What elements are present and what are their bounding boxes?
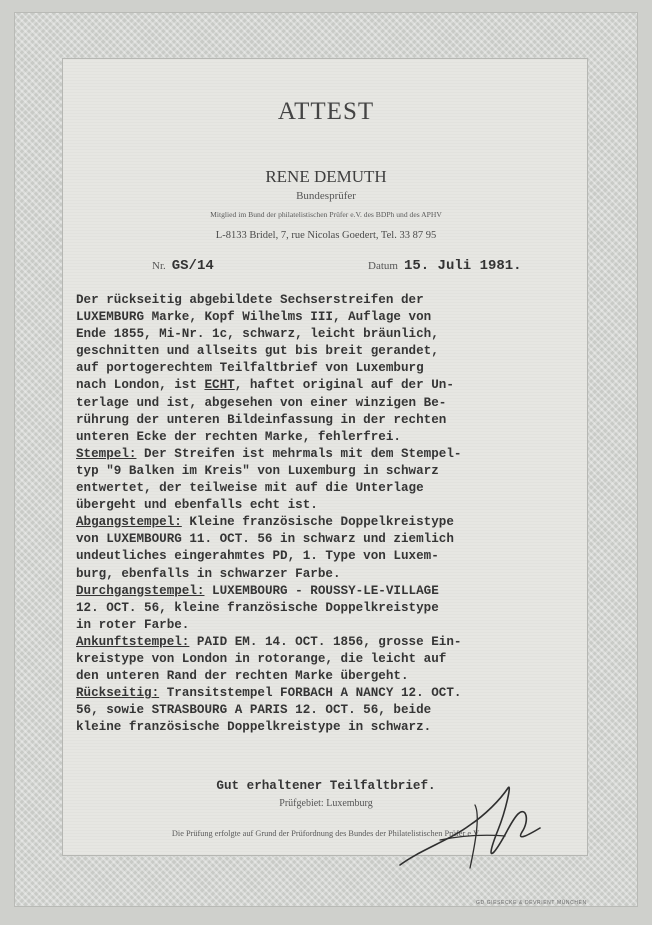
examination-area: Prüfgebiet: Luxemburg — [279, 798, 373, 809]
underlined-heading: Stempel: — [76, 446, 137, 461]
document-title: ATTEST — [277, 98, 375, 125]
body-text-segment: undeutliches eingerahmtes PD, 1. Type von Luxem- — [76, 549, 439, 564]
nr-value: GS/14 — [171, 258, 214, 274]
body-line — [76, 446, 596, 463]
body-line — [76, 548, 596, 565]
body-line — [76, 463, 596, 480]
body-text-segment: typ "9 Balken im Kreis" von Luxemburg in schwarz — [76, 463, 439, 478]
underlined-heading: Ankunftstempel: — [76, 634, 190, 649]
reference-number — [152, 258, 214, 274]
body-line — [76, 600, 596, 617]
body-line — [76, 668, 596, 685]
closing-statement: Gut erhaltener Teilfaltbrief. — [216, 779, 436, 793]
body-line — [76, 497, 596, 514]
body-line — [76, 343, 596, 360]
body-text-segment: Transitstempel FORBACH A NANCY 12. OCT. — [159, 686, 462, 701]
date-label: Datum — [368, 260, 398, 272]
body-text-segment: 12. OCT. 56, kleine französische Doppelkreistype — [76, 600, 439, 615]
body-line — [76, 617, 596, 634]
body-line — [76, 531, 596, 548]
body-line — [76, 395, 596, 412]
examiner-role: Bundesprüfer — [296, 190, 356, 202]
body-text-segment: Kleine französische Doppelkreistype — [181, 515, 454, 530]
date-value: 15. Juli 1981. — [403, 258, 522, 274]
body-line — [76, 292, 596, 309]
body-line — [76, 514, 596, 531]
body-line — [76, 309, 596, 326]
body-line — [76, 651, 596, 668]
body-text-segment: , haftet original auf der Un- — [234, 378, 454, 393]
examiner-name: RENE DEMUTH — [265, 167, 387, 186]
footer-note: Die Prüfung erfolgte auf Grund der Prüfordnung des Bundes der Philatelistischen Prüfer e.V. — [171, 829, 481, 838]
body-text-segment: kleine französische Doppelkreistype in schwarz. — [76, 720, 432, 735]
body-text-segment: nach London, ist — [76, 378, 205, 393]
underlined-heading: ECHT — [204, 378, 235, 393]
handwritten-signature — [380, 770, 560, 880]
body-text-segment: von LUXEMBOURG 11. OCT. 56 in schwarz und ziemlich — [76, 532, 454, 547]
body-text-segment: kreistype von London in rotorange, die leicht auf — [76, 651, 447, 666]
body-text-segment: geschnitten und allseits gut bis breit gerandet, — [76, 344, 439, 359]
certificate-body-text — [76, 292, 596, 736]
body-line — [76, 702, 596, 719]
nr-label: Nr. — [152, 260, 166, 272]
body-text-segment: den unteren Rand der rechten Marke übergeht. — [76, 669, 409, 684]
membership-line: Mitglied im Bund der philatelistischen Prüfer e.V. des BDPh und des APHV — [210, 210, 442, 219]
body-line — [76, 326, 596, 343]
body-text-segment: Der Streifen ist mehrmals mit dem Stempel- — [136, 446, 462, 461]
body-text-segment: in roter Farbe. — [76, 617, 190, 632]
body-text-segment: rührung der unteren Bildeinfassung in der rechten — [76, 412, 447, 427]
body-line — [76, 719, 596, 736]
body-text-segment: PAID EM. 14. OCT. 1856, grosse Ein- — [189, 634, 462, 649]
body-line — [76, 685, 596, 702]
body-line — [76, 583, 596, 600]
body-text-segment: LUXEMBOURG - ROUSSY-LE-VILLAGE — [204, 583, 439, 598]
body-line — [76, 377, 596, 394]
body-line — [76, 360, 596, 377]
underlined-heading: Durchgangstempel: — [76, 583, 205, 598]
body-text-segment: übergeht und ebenfalls echt ist. — [76, 498, 318, 513]
body-line — [76, 429, 596, 446]
body-text-segment: 56, sowie STRASBOURG A PARIS 12. OCT. 56, beide — [76, 703, 432, 718]
body-line — [76, 412, 596, 429]
examiner-address: L-8133 Bridel, 7, rue Nicolas Goedert, Tel. 33 87 95 — [215, 230, 437, 241]
body-text-segment: Ende 1855, Mi-Nr. 1c, schwarz, leicht bräunlich, — [76, 327, 439, 342]
body-line — [76, 566, 596, 583]
printer-mark: GD GIESECKE & DEVRIENT MÜNCHEN — [476, 900, 587, 906]
body-line — [76, 634, 596, 651]
underlined-heading: Abgangstempel: — [76, 515, 182, 530]
body-text-segment: LUXEMBURG Marke, Kopf Wilhelms III, Auflage von — [76, 310, 432, 325]
body-text-segment: burg, ebenfalls in schwarzer Farbe. — [76, 566, 341, 581]
body-text-segment: Der rückseitig abgebildete Sechserstreifen der — [76, 293, 424, 307]
body-text-segment: unteren Ecke der rechten Marke, fehlerfrei. — [76, 429, 401, 444]
body-line — [76, 480, 596, 497]
body-text-segment: entwertet, der teilweise mit auf die Unterlage — [76, 481, 424, 496]
certificate-date — [368, 258, 522, 274]
underlined-heading: Rückseitig: — [76, 686, 160, 701]
body-text-segment: auf portogerechtem Teilfaltbrief von Luxemburg — [76, 361, 424, 376]
body-text-segment: terlage und ist, abgesehen von einer winzigen Be- — [76, 395, 447, 410]
